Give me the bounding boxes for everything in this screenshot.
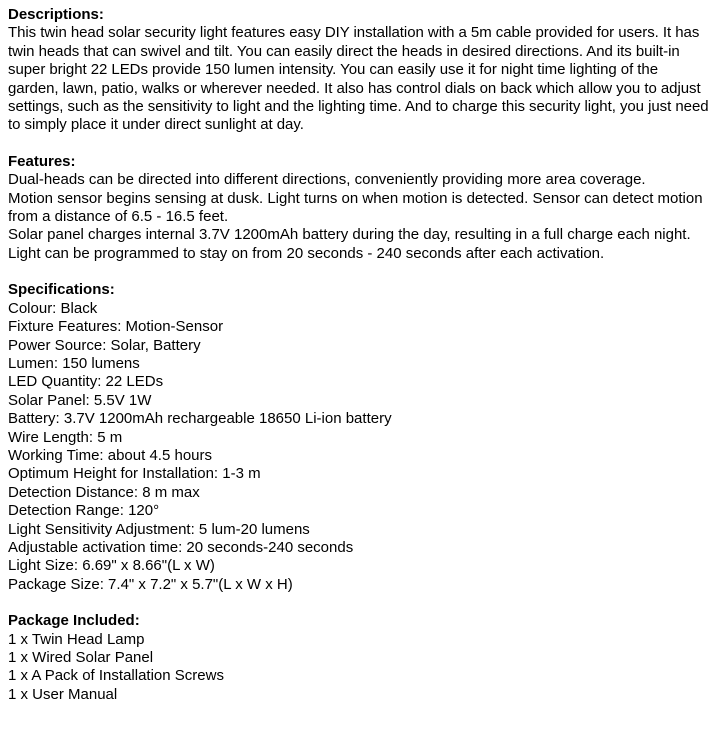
feature-item: Motion sensor begins sensing at dusk. Light turns on when motion is detected. Sensor can detect motion from a distance of 6.5 - 16.5 feet. <box>8 189 703 226</box>
package-item: 1 x Wired Solar Panel <box>8 649 154 666</box>
descriptions-text: This twin head solar security light features easy DIY installation with a 5m cable provided for users. It has twin heads that can swivel and tilt. You can easily direct the heads in desired directions. And its built-in super bright 22 LEDs provide 150 lumen intensity. You can easily use it for night time lighting of the garden, lawn, patio, walks or wherever needed. It also has control dials on back which allow you to adjust settings, such as the sensitivity to light and the lighting time. And to charge this security light, you just need to simply place it under direct sunlight at day. <box>8 24 709 134</box>
spec-item: Colour: Black <box>8 299 98 317</box>
features-section <box>8 153 709 263</box>
spec-item: Lumen: 150 lumens <box>8 354 140 372</box>
spec-item: Light Sensitivity Adjustment: 5 lum-20 lumens <box>8 520 310 538</box>
package-heading: Package Included: <box>8 612 140 630</box>
spec-item: Light Size: 6.69" x 8.66"(L x W) <box>8 557 215 575</box>
spec-item: Wire Length: 5 m <box>8 428 123 446</box>
package-item: 1 x Twin Head Lamp <box>8 630 145 648</box>
spec-item: Solar Panel: 5.5V 1W <box>8 391 152 409</box>
spec-item: Optimum Height for Installation: 1-3 m <box>8 465 261 483</box>
descriptions-section <box>8 6 709 135</box>
features-heading: Features: <box>8 152 76 170</box>
package-section <box>8 612 709 704</box>
specifications-section <box>8 281 709 594</box>
spec-item: Working Time: about 4.5 hours <box>8 446 212 464</box>
spec-item: Detection Distance: 8 m max <box>8 483 200 501</box>
spec-item: Package Size: 7.4" x 7.2" x 5.7"(L x W x H) <box>8 575 293 593</box>
specifications-heading: Specifications: <box>8 281 115 299</box>
descriptions-heading: Descriptions: <box>8 6 104 23</box>
package-item: 1 x A Pack of Installation Screws <box>8 667 224 685</box>
spec-item: Fixture Features: Motion-Sensor <box>8 318 224 336</box>
feature-item: Solar panel charges internal 3.7V 1200mAh battery during the day, resulting in a full charge each night. <box>8 226 691 244</box>
package-item: 1 x User Manual <box>8 685 118 703</box>
feature-item: Dual-heads can be directed into different directions, conveniently providing more area coverage. <box>8 171 646 189</box>
spec-item: Detection Range: 120° <box>8 502 160 520</box>
spec-item: Power Source: Solar, Battery <box>8 336 201 354</box>
feature-item: Light can be programmed to stay on from 20 seconds - 240 seconds after each activation. <box>8 244 605 262</box>
spec-item: Adjustable activation time: 20 seconds-240 seconds <box>8 538 354 556</box>
spec-item: Battery: 3.7V 1200mAh rechargeable 18650 Li-ion battery <box>8 410 392 428</box>
spec-item: LED Quantity: 22 LEDs <box>8 373 164 391</box>
